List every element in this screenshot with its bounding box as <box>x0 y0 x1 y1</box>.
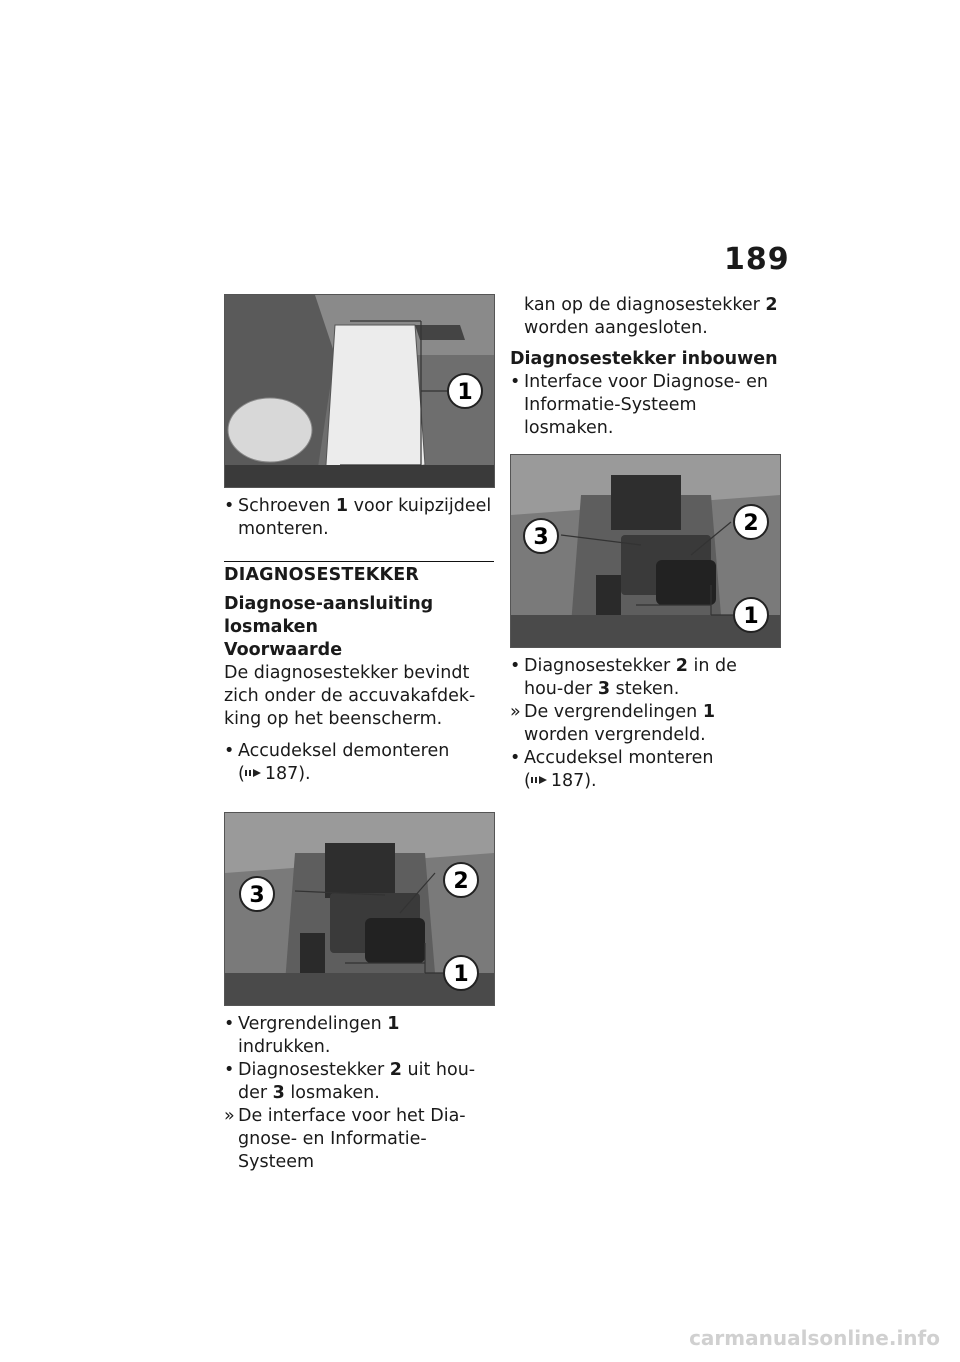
section-divider <box>224 561 494 587</box>
callout-2: 2 <box>453 869 469 894</box>
right-column <box>510 294 780 793</box>
step-fit-screws: • Schroeven 1 voor kuipzijdeel monteren. <box>224 496 492 539</box>
steps-list-right <box>510 655 780 793</box>
arrow-reference-icon[interactable] <box>531 770 551 793</box>
steps-list-left <box>224 1013 494 1174</box>
condition-label: Voorwaarde <box>224 640 343 660</box>
step-press-locks: • Vergrendelingen 1 indrukken. <box>224 1014 400 1057</box>
section-title: DIAGNOSESTEKKER <box>224 565 420 585</box>
result-interface: » De interface voor het Dia-gnose- en Informatie-Systeem <box>224 1106 466 1172</box>
left-column <box>224 294 494 1174</box>
callout-1: 1 <box>457 380 473 405</box>
continuation-text: kan op de diagnosestekker 2 worden aangesloten. <box>524 295 778 338</box>
figure-fairing-screws <box>224 294 495 488</box>
callout-3: 3 <box>249 883 265 908</box>
subsection-title: Diagnose-aansluiting losmaken <box>224 594 434 637</box>
callout-1: 1 <box>453 962 469 987</box>
callout-1: 1 <box>743 604 759 629</box>
watermark-footer: carmanualsonline.info <box>689 1326 940 1350</box>
callout-2: 2 <box>743 511 759 536</box>
figure-diagnostic-plug-right <box>510 454 781 648</box>
page-number: 189 <box>724 242 790 277</box>
step-insert-plug: • Diagnosestekker 2 in de hou-der 3 steken. <box>510 656 737 699</box>
callout-3: 3 <box>533 525 549 550</box>
step-fit-battery-cover: • Accudeksel monteren ( 187). <box>510 748 714 791</box>
result-locks-engaged: » De vergrendelingen 1 worden vergrendeld. <box>510 702 715 745</box>
condition-text: De diagnosestekker bevindt zich onder de accuvakafdek-king op het beenscherm. <box>224 663 476 729</box>
step-release-plug: • Diagnosestekker 2 uit hou-der 3 losmaken. <box>224 1060 476 1103</box>
subsection-title-install: Diagnosestekker inbouwen <box>510 349 778 369</box>
step-remove-battery-cover: • Accudeksel demonteren ( 187). <box>224 741 450 784</box>
figure-diagnostic-plug-left <box>224 812 495 1006</box>
step-release-interface: • Interface voor Diagnose- en Informatie-Systeem losmaken. <box>510 372 769 438</box>
arrow-reference-icon[interactable] <box>245 763 265 786</box>
